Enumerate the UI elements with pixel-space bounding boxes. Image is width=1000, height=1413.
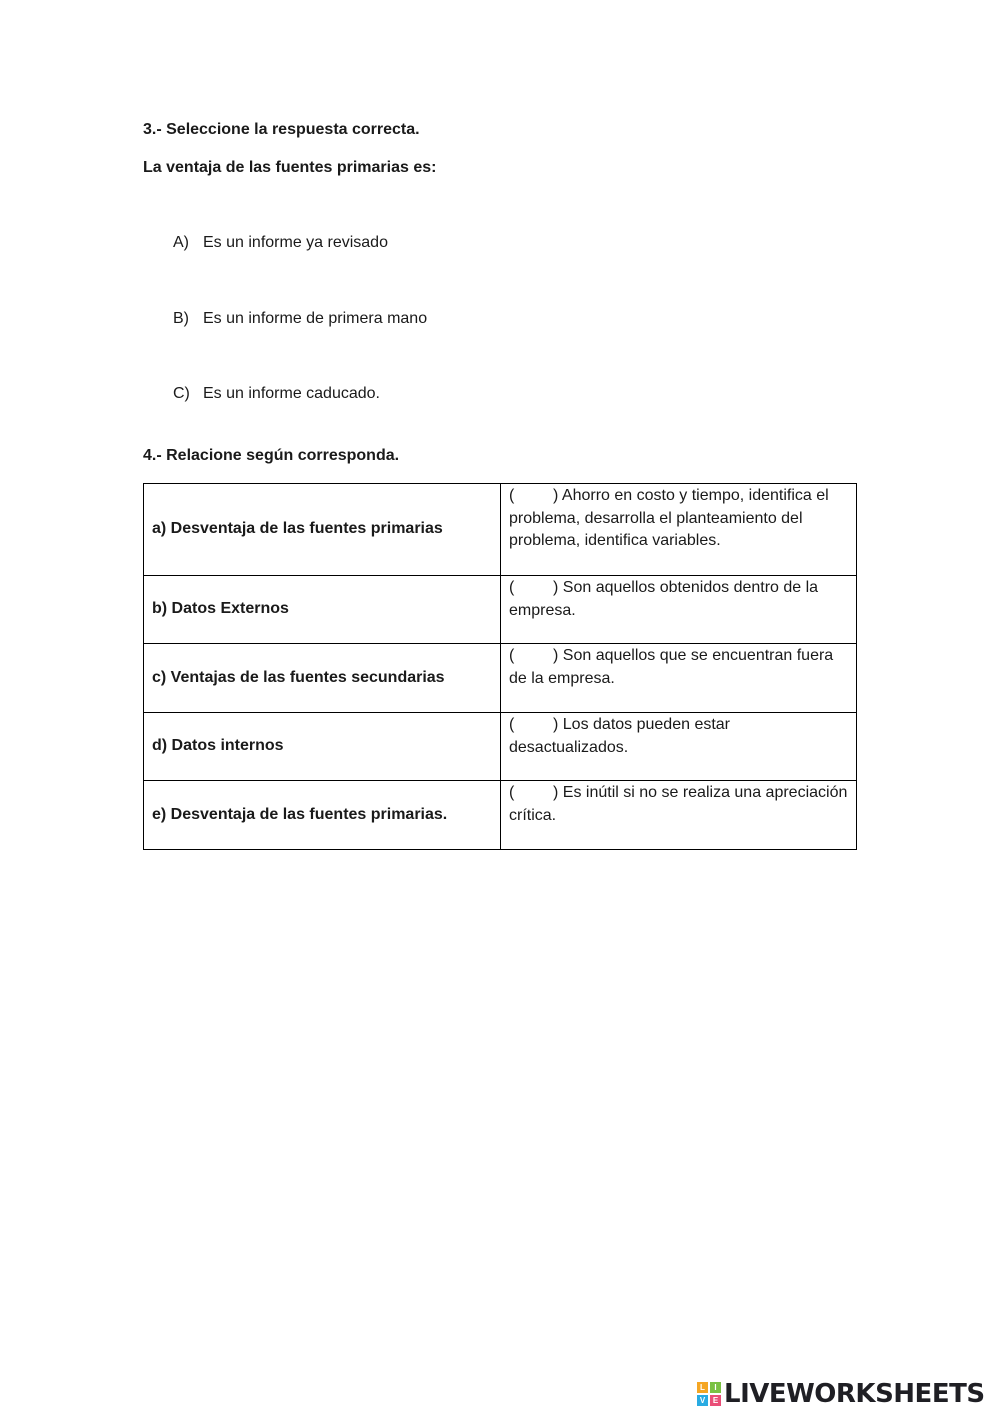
logo-mark-icon <box>697 1382 721 1406</box>
definition-text: ) Ahorro en costo y tiempo, identifica el problema, desarrolla el planteamiento del problema, identifica variables. <box>509 487 829 549</box>
definition-cell <box>501 713 857 781</box>
answer-blank[interactable]: ( <box>509 579 515 596</box>
definition-text: ) Los datos pueden estar desactualizados. <box>509 716 731 756</box>
term-cell: c) Ventajas de las fuentes secundarias <box>144 644 501 713</box>
option-text: Es un informe ya revisado <box>203 234 388 251</box>
definition-text: ) Son aquellos obtenidos dentro de la empresa. <box>509 579 819 619</box>
logo-text: LIVEWORKSHEETS <box>724 1379 985 1409</box>
answer-blank[interactable]: ( <box>509 784 515 801</box>
table-row <box>144 781 857 850</box>
option-c[interactable] <box>173 384 380 404</box>
option-letter: A) <box>173 234 189 251</box>
table-row <box>144 576 857 644</box>
option-letter: C) <box>173 385 190 402</box>
definition-cell <box>501 781 857 850</box>
liveworksheets-logo[interactable] <box>697 1378 985 1410</box>
logo-mark-letter: L <box>697 1382 708 1393</box>
definition-text: ) Es inútil si no se realiza una apreciación crítica. <box>509 784 848 824</box>
term-cell: d) Datos internos <box>144 713 501 781</box>
answer-blank[interactable]: ( <box>509 647 515 664</box>
question-4-title: 4.- Relacione según corresponda. <box>143 447 400 464</box>
option-a[interactable] <box>173 233 388 253</box>
definition-cell <box>501 644 857 713</box>
answer-blank[interactable]: ( <box>509 487 515 504</box>
definition-cell <box>501 576 857 644</box>
table-row <box>144 644 857 713</box>
matching-table <box>143 483 857 850</box>
answer-blank[interactable]: ( <box>509 716 515 733</box>
logo-mark-letter: V <box>697 1395 708 1406</box>
option-letter: B) <box>173 310 189 327</box>
table-row <box>144 484 857 576</box>
term-cell: e) Desventaja de las fuentes primarias. <box>144 781 501 850</box>
option-b[interactable] <box>173 309 427 329</box>
option-text: Es un informe caducado. <box>203 385 380 402</box>
question-3-prompt: La ventaja de las fuentes primarias es: <box>143 159 437 176</box>
definition-text: ) Son aquellos que se encuentran fuera de la empresa. <box>509 647 834 687</box>
question-3-title: 3.- Seleccione la respuesta correcta. <box>143 121 420 138</box>
term-cell: a) Desventaja de las fuentes primarias <box>144 484 501 576</box>
option-text: Es un informe de primera mano <box>203 310 428 327</box>
table-row <box>144 713 857 781</box>
definition-cell <box>501 484 857 576</box>
logo-mark-letter: I <box>710 1382 721 1393</box>
logo-mark-letter: E <box>710 1395 721 1406</box>
term-cell: b) Datos Externos <box>144 576 501 644</box>
